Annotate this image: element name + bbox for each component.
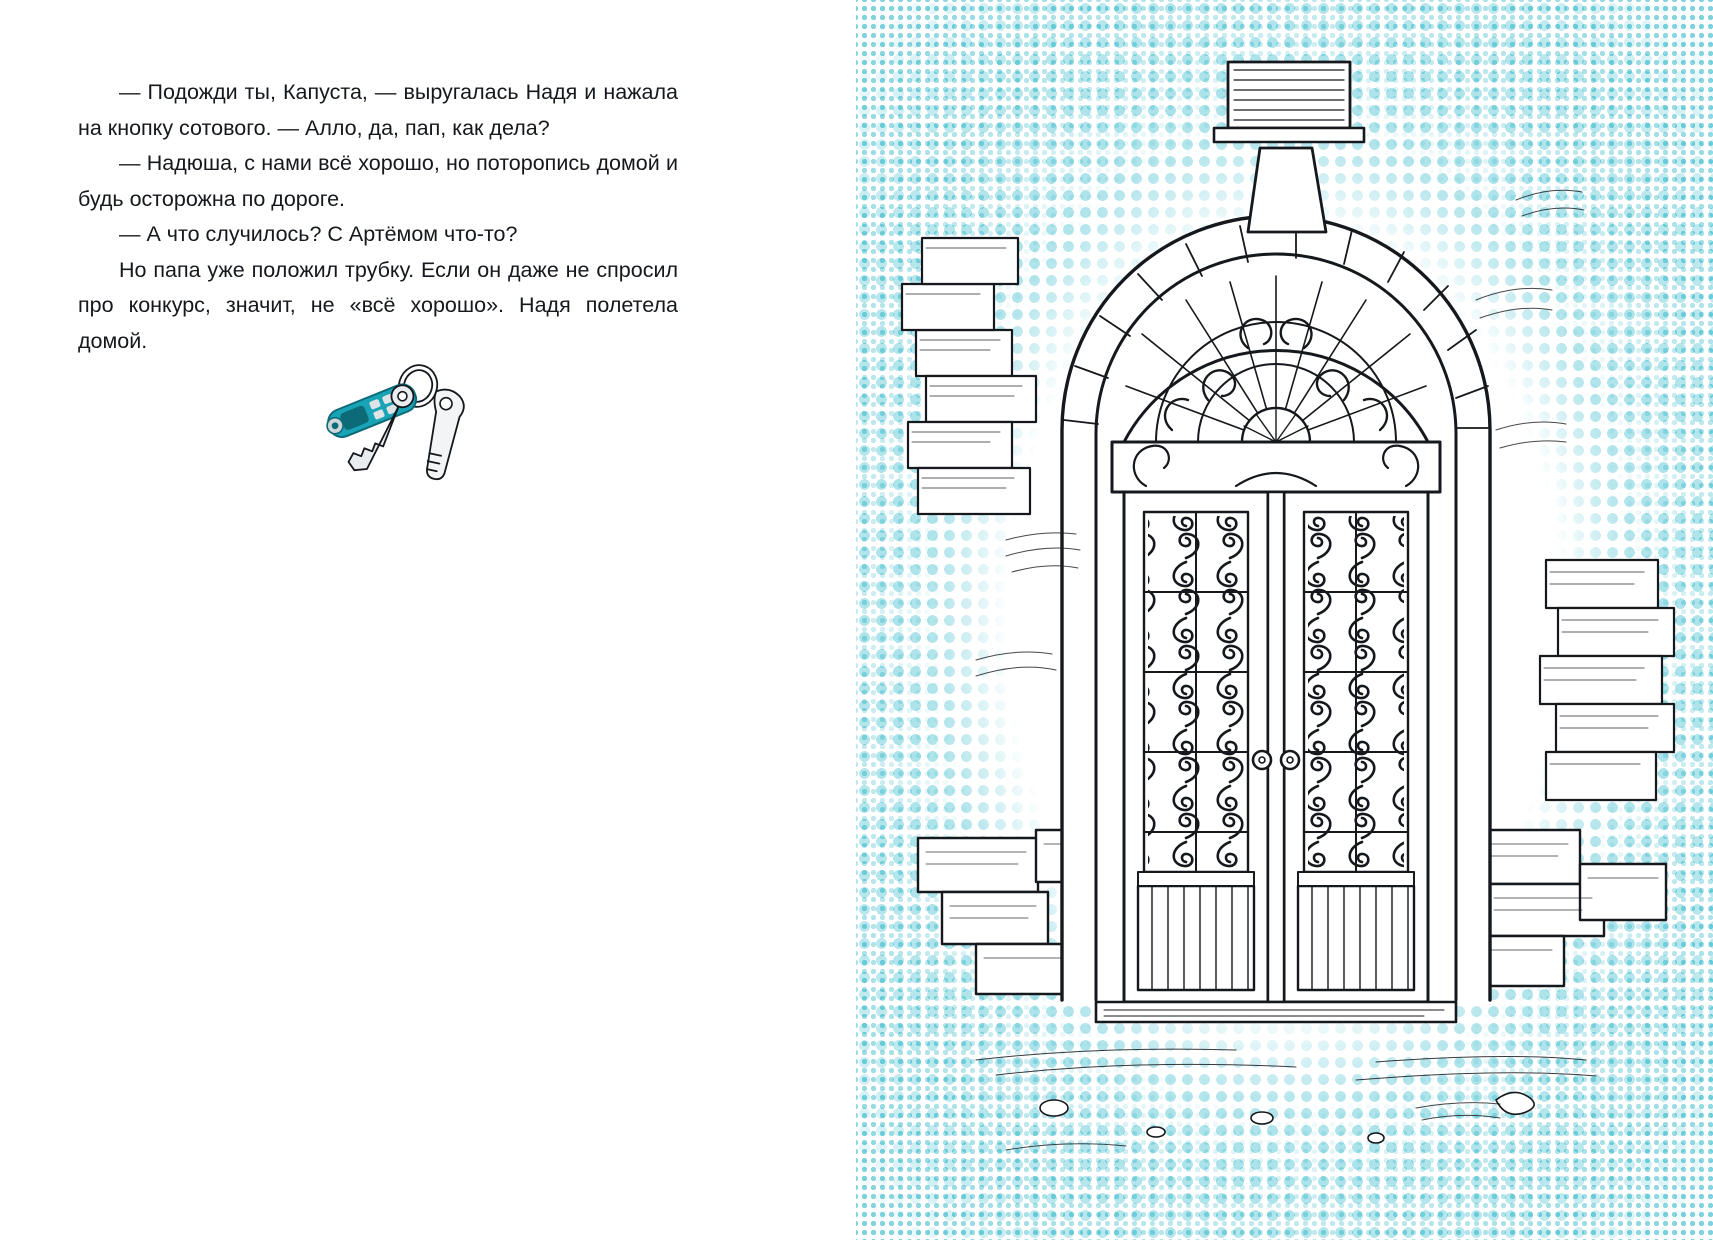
right-page: [856, 0, 1713, 1240]
keychain-illustration: [296, 362, 496, 512]
paragraph: Но папа уже положил трубку. Если он даже не спросил про конкурс, значит, не «всё хорошо». Надя полетела домой.: [78, 257, 678, 353]
paragraph: — Подожди ты, Капуста, — выругалась Надя и нажала на кнопку сотового. — Алло, да, пап, как дела?: [78, 80, 678, 140]
arched-door-illustration: [856, 0, 1713, 1240]
paragraph: — Надюша, с нами всё хорошо, но поторопись домой и будь осторожна по дороге.: [78, 151, 678, 211]
paragraph: — А что случилось? С Артёмом что-то?: [119, 222, 518, 246]
left-page: [0, 0, 856, 1240]
body-text: [78, 75, 678, 359]
